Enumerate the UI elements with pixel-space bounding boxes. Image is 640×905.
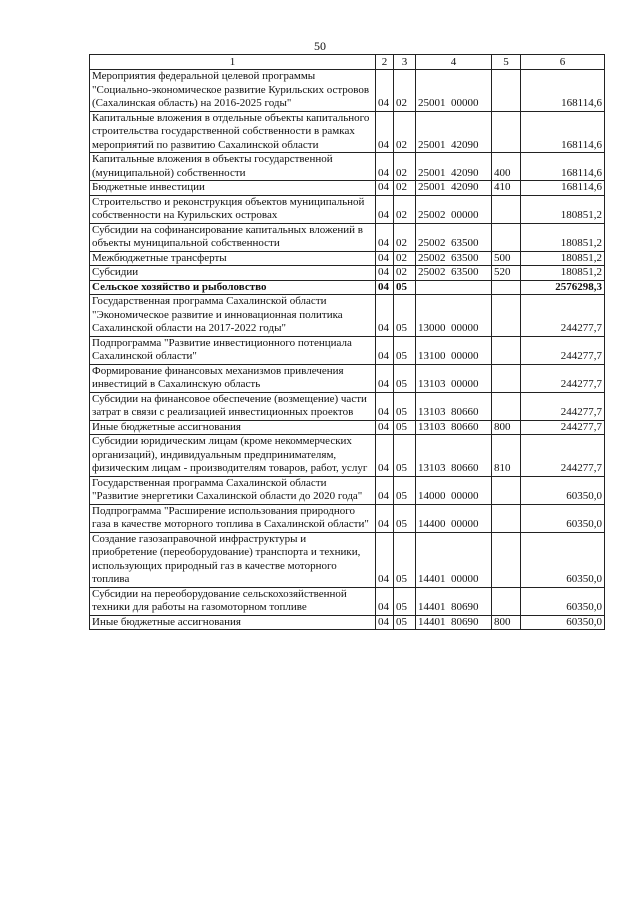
row-amount: 244277,7 bbox=[521, 420, 605, 435]
table-row bbox=[90, 504, 605, 532]
row-name: Бюджетные инвестиции bbox=[90, 181, 376, 196]
row-amount: 180851,2 bbox=[521, 266, 605, 281]
row-name: Капитальные вложения в объекты государственной (муниципальной) собственности bbox=[90, 153, 376, 181]
row-name: Государственная программа Сахалинской области "Экономическое развитие и инновационная политика Сахалинской области на 2017-2022 годы" bbox=[90, 295, 376, 337]
row-expense-type-code bbox=[492, 587, 521, 615]
table-row bbox=[90, 420, 605, 435]
row-name: Субсидии на финансовое обеспечение (возмещение) части затрат в связи с реализацией инвестиционных проектов bbox=[90, 392, 376, 420]
column-header-target-item: 4 bbox=[416, 55, 492, 70]
row-target-item-code: 25002 63500 bbox=[416, 223, 492, 251]
row-name: Создание газозаправочной инфраструктуры и приобретение (переоборудование) транспорта и техники, использующих природный газ в качестве моторного топлива bbox=[90, 532, 376, 587]
column-header-section: 2 bbox=[376, 55, 394, 70]
row-expense-type-code: 800 bbox=[492, 615, 521, 630]
row-amount: 60350,0 bbox=[521, 504, 605, 532]
row-section-code: 04 bbox=[376, 181, 394, 196]
row-target-item-code: 25002 63500 bbox=[416, 266, 492, 281]
row-target-item-code: 25002 00000 bbox=[416, 195, 492, 223]
row-name: Сельское хозяйство и рыболовство bbox=[90, 280, 376, 295]
row-amount: 244277,7 bbox=[521, 435, 605, 477]
table-row bbox=[90, 532, 605, 587]
row-subsection-code: 05 bbox=[394, 615, 416, 630]
row-section-code: 04 bbox=[376, 392, 394, 420]
row-section-code: 04 bbox=[376, 195, 394, 223]
row-section-code: 04 bbox=[376, 504, 394, 532]
row-target-item-code: 14401 00000 bbox=[416, 532, 492, 587]
row-name: Иные бюджетные ассигнования bbox=[90, 615, 376, 630]
row-name: Капитальные вложения в отдельные объекты капитального строительства государственной собственности в рамках мероприятий по развитию Сахалинской области bbox=[90, 111, 376, 153]
row-subsection-code: 02 bbox=[394, 251, 416, 266]
row-expense-type-code: 810 bbox=[492, 435, 521, 477]
row-target-item-code: 14401 80690 bbox=[416, 615, 492, 630]
row-subsection-code: 02 bbox=[394, 153, 416, 181]
row-target-item-code: 14000 00000 bbox=[416, 476, 492, 504]
row-subsection-code: 05 bbox=[394, 280, 416, 295]
row-target-item-code: 25001 00000 bbox=[416, 70, 492, 112]
row-expense-type-code bbox=[492, 476, 521, 504]
row-expense-type-code bbox=[492, 392, 521, 420]
table-row bbox=[90, 266, 605, 281]
row-expense-type-code bbox=[492, 195, 521, 223]
row-amount: 244277,7 bbox=[521, 392, 605, 420]
row-amount: 60350,0 bbox=[521, 532, 605, 587]
row-section-code: 04 bbox=[376, 532, 394, 587]
row-amount: 244277,7 bbox=[521, 295, 605, 337]
row-subsection-code: 05 bbox=[394, 435, 416, 477]
row-amount: 60350,0 bbox=[521, 476, 605, 504]
table-row bbox=[90, 153, 605, 181]
row-section-code: 04 bbox=[376, 266, 394, 281]
row-subsection-code: 05 bbox=[394, 392, 416, 420]
row-expense-type-code: 500 bbox=[492, 251, 521, 266]
row-subsection-code: 02 bbox=[394, 181, 416, 196]
row-amount: 168114,6 bbox=[521, 111, 605, 153]
row-name: Субсидии на переоборудование сельскохозяйственной техники для работы на газомоторном топливе bbox=[90, 587, 376, 615]
row-subsection-code: 05 bbox=[394, 336, 416, 364]
row-section-code: 04 bbox=[376, 153, 394, 181]
row-target-item-code: 13100 00000 bbox=[416, 336, 492, 364]
row-name: Субсидии юридическим лицам (кроме некоммерческих организаций), индивидуальным предпринимателям, физическим лицам - производителям товаров, работ, услуг bbox=[90, 435, 376, 477]
row-name: Государственная программа Сахалинской области "Развитие энергетики Сахалинской области до 2020 года" bbox=[90, 476, 376, 504]
budget-table bbox=[89, 54, 605, 630]
row-expense-type-code: 400 bbox=[492, 153, 521, 181]
table-row bbox=[90, 280, 605, 295]
row-name: Иные бюджетные ассигнования bbox=[90, 420, 376, 435]
row-target-item-code: 25001 42090 bbox=[416, 111, 492, 153]
row-name: Субсидии bbox=[90, 266, 376, 281]
row-name: Субсидии на софинансирование капитальных вложений в объекты муниципальной собственности bbox=[90, 223, 376, 251]
column-header-expense-type: 5 bbox=[492, 55, 521, 70]
row-target-item-code: 13103 80660 bbox=[416, 435, 492, 477]
table-row bbox=[90, 181, 605, 196]
row-name: Подпрограмма "Расширение использования природного газа в качестве моторного топлива в Сахалинской области" bbox=[90, 504, 376, 532]
row-subsection-code: 05 bbox=[394, 587, 416, 615]
row-subsection-code: 05 bbox=[394, 532, 416, 587]
row-amount: 168114,6 bbox=[521, 181, 605, 196]
table-row bbox=[90, 587, 605, 615]
row-amount: 244277,7 bbox=[521, 336, 605, 364]
row-subsection-code: 02 bbox=[394, 266, 416, 281]
table-row bbox=[90, 251, 605, 266]
row-expense-type-code bbox=[492, 504, 521, 532]
row-subsection-code: 05 bbox=[394, 364, 416, 392]
row-section-code: 04 bbox=[376, 420, 394, 435]
table-header bbox=[90, 55, 605, 70]
table-row bbox=[90, 435, 605, 477]
row-target-item-code: 13103 80660 bbox=[416, 392, 492, 420]
row-subsection-code: 02 bbox=[394, 195, 416, 223]
row-target-item-code: 14400 00000 bbox=[416, 504, 492, 532]
row-target-item-code bbox=[416, 280, 492, 295]
row-section-code: 04 bbox=[376, 280, 394, 295]
row-subsection-code: 02 bbox=[394, 111, 416, 153]
row-section-code: 04 bbox=[376, 364, 394, 392]
table-row bbox=[90, 223, 605, 251]
row-section-code: 04 bbox=[376, 587, 394, 615]
row-name: Строительство и реконструкция объектов муниципальной собственности на Курильских островах bbox=[90, 195, 376, 223]
row-name: Мероприятия федеральной целевой программы "Социально-экономическое развитие Курильских островов (Сахалинская область) на 2016-2025 годы" bbox=[90, 70, 376, 112]
row-amount: 168114,6 bbox=[521, 153, 605, 181]
row-section-code: 04 bbox=[376, 435, 394, 477]
row-expense-type-code bbox=[492, 364, 521, 392]
row-expense-type-code bbox=[492, 295, 521, 337]
row-target-item-code: 13103 80660 bbox=[416, 420, 492, 435]
row-target-item-code: 25002 63500 bbox=[416, 251, 492, 266]
table-row bbox=[90, 195, 605, 223]
row-subsection-code: 05 bbox=[394, 420, 416, 435]
row-name: Межбюджетные трансферты bbox=[90, 251, 376, 266]
row-expense-type-code: 800 bbox=[492, 420, 521, 435]
row-section-code: 04 bbox=[376, 70, 394, 112]
row-section-code: 04 bbox=[376, 251, 394, 266]
row-target-item-code: 14401 80690 bbox=[416, 587, 492, 615]
row-name: Формирование финансовых механизмов привлечения инвестиций в Сахалинскую область bbox=[90, 364, 376, 392]
row-section-code: 04 bbox=[376, 223, 394, 251]
table-row bbox=[90, 336, 605, 364]
table-row bbox=[90, 476, 605, 504]
table-body bbox=[90, 70, 605, 630]
table-row bbox=[90, 615, 605, 630]
page-number: 50 bbox=[314, 39, 326, 53]
row-section-code: 04 bbox=[376, 295, 394, 337]
row-expense-type-code: 520 bbox=[492, 266, 521, 281]
row-amount: 180851,2 bbox=[521, 251, 605, 266]
row-amount: 60350,0 bbox=[521, 615, 605, 630]
row-section-code: 04 bbox=[376, 111, 394, 153]
row-expense-type-code bbox=[492, 532, 521, 587]
row-amount: 244277,7 bbox=[521, 364, 605, 392]
row-section-code: 04 bbox=[376, 615, 394, 630]
table-row bbox=[90, 392, 605, 420]
row-amount: 180851,2 bbox=[521, 195, 605, 223]
row-amount: 168114,6 bbox=[521, 70, 605, 112]
column-header-name: 1 bbox=[90, 55, 376, 70]
table-row bbox=[90, 295, 605, 337]
row-subsection-code: 05 bbox=[394, 476, 416, 504]
table-row bbox=[90, 111, 605, 153]
row-subsection-code: 02 bbox=[394, 223, 416, 251]
row-target-item-code: 25001 42090 bbox=[416, 181, 492, 196]
row-subsection-code: 05 bbox=[394, 295, 416, 337]
row-expense-type-code bbox=[492, 70, 521, 112]
row-target-item-code: 13000 00000 bbox=[416, 295, 492, 337]
column-header-subsection: 3 bbox=[394, 55, 416, 70]
row-name: Подпрограмма "Развитие инвестиционного потенциала Сахалинской области" bbox=[90, 336, 376, 364]
row-subsection-code: 02 bbox=[394, 70, 416, 112]
row-amount: 180851,2 bbox=[521, 223, 605, 251]
row-amount: 60350,0 bbox=[521, 587, 605, 615]
row-expense-type-code bbox=[492, 336, 521, 364]
row-expense-type-code: 410 bbox=[492, 181, 521, 196]
row-section-code: 04 bbox=[376, 476, 394, 504]
row-expense-type-code bbox=[492, 111, 521, 153]
row-amount: 2576298,3 bbox=[521, 280, 605, 295]
row-section-code: 04 bbox=[376, 336, 394, 364]
header-row bbox=[90, 55, 605, 70]
row-expense-type-code bbox=[492, 223, 521, 251]
table-row bbox=[90, 364, 605, 392]
column-header-amount: 6 bbox=[521, 55, 605, 70]
row-expense-type-code bbox=[492, 280, 521, 295]
table-row bbox=[90, 70, 605, 112]
row-subsection-code: 05 bbox=[394, 504, 416, 532]
row-target-item-code: 13103 00000 bbox=[416, 364, 492, 392]
row-target-item-code: 25001 42090 bbox=[416, 153, 492, 181]
